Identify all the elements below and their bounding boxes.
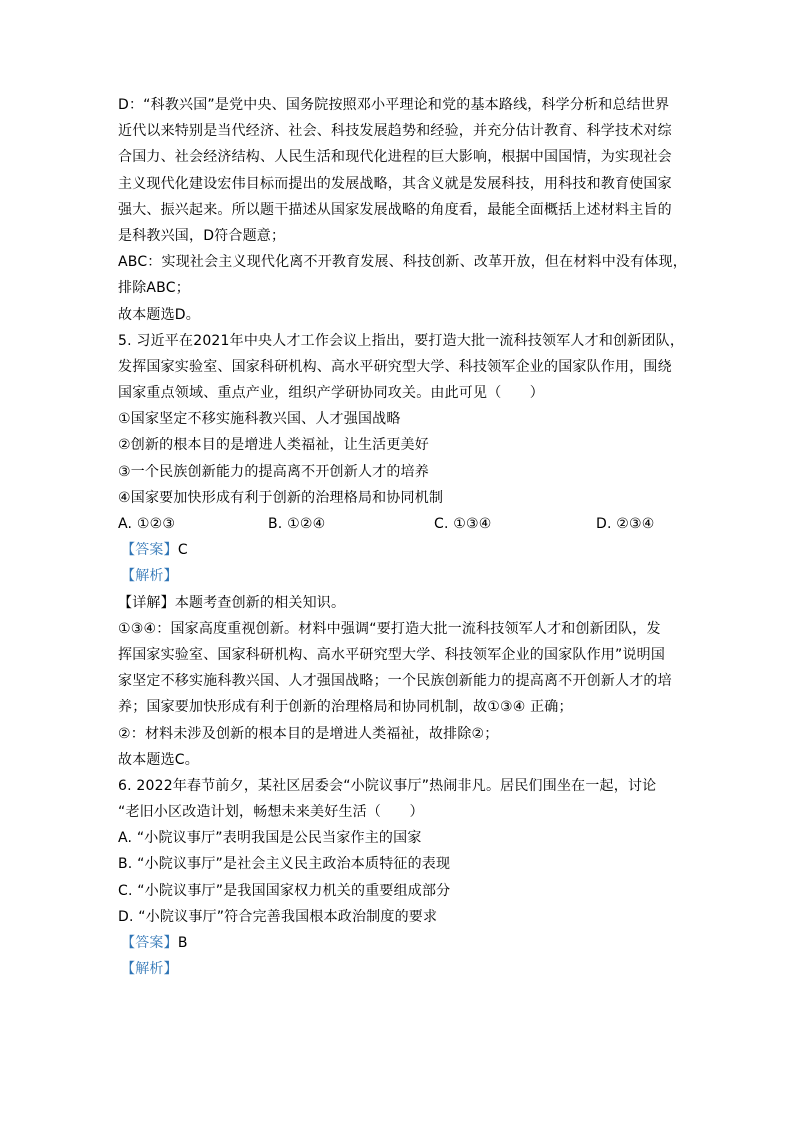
text-line: 强大、振兴起来。所以题干描述从国家发展战略的角度看，最能全面概括上述材料主旨的 bbox=[118, 201, 672, 218]
option-a: A. ①②③ bbox=[118, 516, 176, 532]
statement-item: ③一个民族创新能力的提高离不开创新人才的培养 bbox=[118, 463, 429, 480]
q4-conclusion: 故本题选D。 bbox=[118, 306, 200, 323]
statement-item: ④国家要加快形成有利于创新的治理格局和协同机制 bbox=[118, 489, 444, 506]
text-line: ①③④：国家高度重视创新。材料中强调“要打造大批一流科技领军人才和创新团队，发 bbox=[118, 620, 661, 637]
option-b: B. “小院议事厅”是社会主义民主政治本质特征的表现 bbox=[118, 856, 451, 873]
option-d: D. ②③④ bbox=[596, 516, 655, 532]
text-line: 6. 2022年春节前夕，某社区居委会“小院议事厅”热闹非凡。居民们围坐在一起，讨论 bbox=[118, 777, 657, 794]
text-line: D：“科教兴国”是党中央、国务院按照邓小平理论和党的基本路线，科学分析和总结世界 bbox=[118, 97, 670, 113]
text-line: 养；国家要加快形成有利于创新的治理格局和协同机制，故①③④ 正确； bbox=[118, 699, 573, 716]
option-c: C. ①③④ bbox=[434, 516, 492, 532]
answer-label: 【答案】 bbox=[121, 542, 178, 559]
q5-detail-intro bbox=[118, 590, 678, 616]
q4-option-d-analysis bbox=[118, 92, 678, 249]
q4-abc-analysis bbox=[118, 249, 687, 301]
question-5 bbox=[118, 328, 685, 773]
answer-value: B bbox=[177, 935, 188, 951]
text-line: ABC：实现社会主义现代化离不开教育发展、科技创新、改革开放，但在材料中没有体现， bbox=[118, 254, 687, 271]
q6-options bbox=[118, 825, 678, 930]
text-line: 近代以来特别是当代经济、社会、科技发展趋势和经验，并充分估计教育、科学技术对综 bbox=[118, 123, 672, 140]
option-d: D. “小院议事厅”符合完善我国根本政治制度的要求 bbox=[118, 908, 438, 925]
analysis-label: 【解析】 bbox=[121, 961, 178, 978]
answer-value: C bbox=[177, 542, 188, 559]
q6-answer bbox=[118, 930, 678, 956]
detail-label: 【详解】 bbox=[118, 594, 175, 611]
q5-analysis-heading bbox=[118, 563, 678, 589]
q5-answer bbox=[118, 537, 678, 563]
option-a: A. “小院议事厅”表明我国是公民当家作主的国家 bbox=[118, 830, 422, 847]
question-6 bbox=[118, 773, 678, 983]
q5-conclusion: 故本题选C。 bbox=[118, 751, 199, 768]
answer-label: 【答案】 bbox=[121, 935, 178, 951]
detail-intro-text: 本题考查创新的相关知识。 bbox=[174, 594, 346, 611]
text-line: ②：材料未涉及创新的根本目的是增进人类福祉，故排除②； bbox=[118, 725, 499, 742]
q6-analysis-heading bbox=[118, 956, 678, 982]
text-line: “老旧小区改造计划，畅想未来美好生活（ ） bbox=[118, 804, 424, 821]
q6-stem bbox=[118, 773, 678, 825]
text-line: 排除ABC； bbox=[118, 280, 190, 297]
text-line: 国家重点领域、重点产业，组织产学研协同攻关。由此可见（ ） bbox=[118, 385, 544, 402]
analysis-label: 【解析】 bbox=[121, 568, 178, 585]
text-line: 5. 习近平在2021年中央人才工作会议上指出，要打造大批一流科技领军人才和创新团队， bbox=[118, 332, 685, 349]
text-line: 是科教兴国，D符合题意； bbox=[118, 227, 286, 244]
option-b: B. ①②④ bbox=[268, 516, 326, 532]
text-line: 主义现代化建设宏伟目标而提出的发展战略，其含义就是发展科技，用科技和教育使国家 bbox=[118, 175, 672, 192]
statement-item: ①国家坚定不移实施科教兴国、人才强国战略 bbox=[118, 411, 401, 428]
text-line: 发挥国家实验室、国家科研机构、高水平研究型大学、科技领军企业的国家队作用，围绕 bbox=[118, 358, 672, 375]
text-line: 挥国家实验室、国家科研机构、高水平研究型大学、科技领军企业的国家队作用”说明国 bbox=[118, 646, 666, 663]
q5-statements bbox=[118, 406, 678, 511]
document-page bbox=[118, 92, 687, 982]
option-c: C. “小院议事厅”是我国国家权力机关的重要组成部分 bbox=[118, 882, 451, 899]
q5-options bbox=[118, 511, 678, 537]
q5-stem bbox=[118, 328, 685, 407]
q5-detail-body bbox=[118, 616, 678, 747]
text-line: 合国力、社会经济结构、人民生活和现代化进程的巨大影响，根据中国国情，为实现社会 bbox=[118, 149, 672, 166]
text-line: 家坚定不移实施科教兴国、人才强国战略；一个民族创新能力的提高离不开创新人才的培 bbox=[118, 673, 672, 690]
statement-item: ②创新的根本目的是增进人类福祉，让生活更美好 bbox=[118, 437, 429, 454]
